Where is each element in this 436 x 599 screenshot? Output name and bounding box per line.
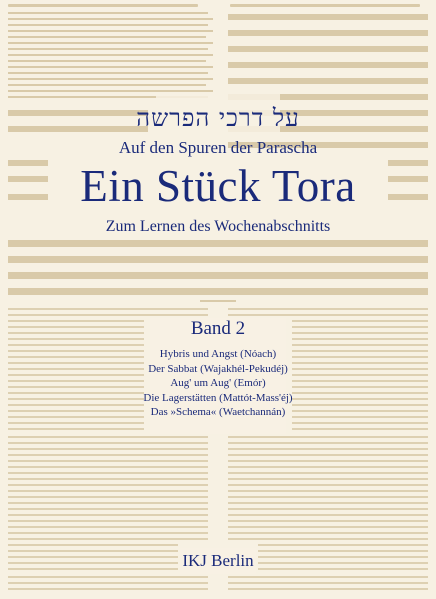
volume-label: Band 2	[190, 318, 246, 339]
book-title: Ein Stück Tora	[80, 161, 356, 211]
contents-item: Das »Schema« (Waetchannán)	[150, 406, 286, 418]
tagline: Zum Lernen des Wochenabschnitts	[105, 218, 331, 235]
contents-item: Der Sabbat (Wajakhél-Pekudéj)	[148, 362, 288, 375]
contents-list	[0, 347, 436, 420]
publisher: IKJ Berlin	[182, 551, 254, 570]
contents-item: Hybris und Angst (Nóach)	[159, 348, 277, 360]
hebrew-title: על דרכי הפרשה	[136, 104, 300, 132]
contents-item: Aug' um Aug' (Emór)	[170, 377, 266, 389]
contents-item: Die Lagerstätten (Mattót-Mass'éj)	[143, 391, 293, 404]
subtitle: Auf den Spuren der Paraschа	[118, 138, 318, 157]
